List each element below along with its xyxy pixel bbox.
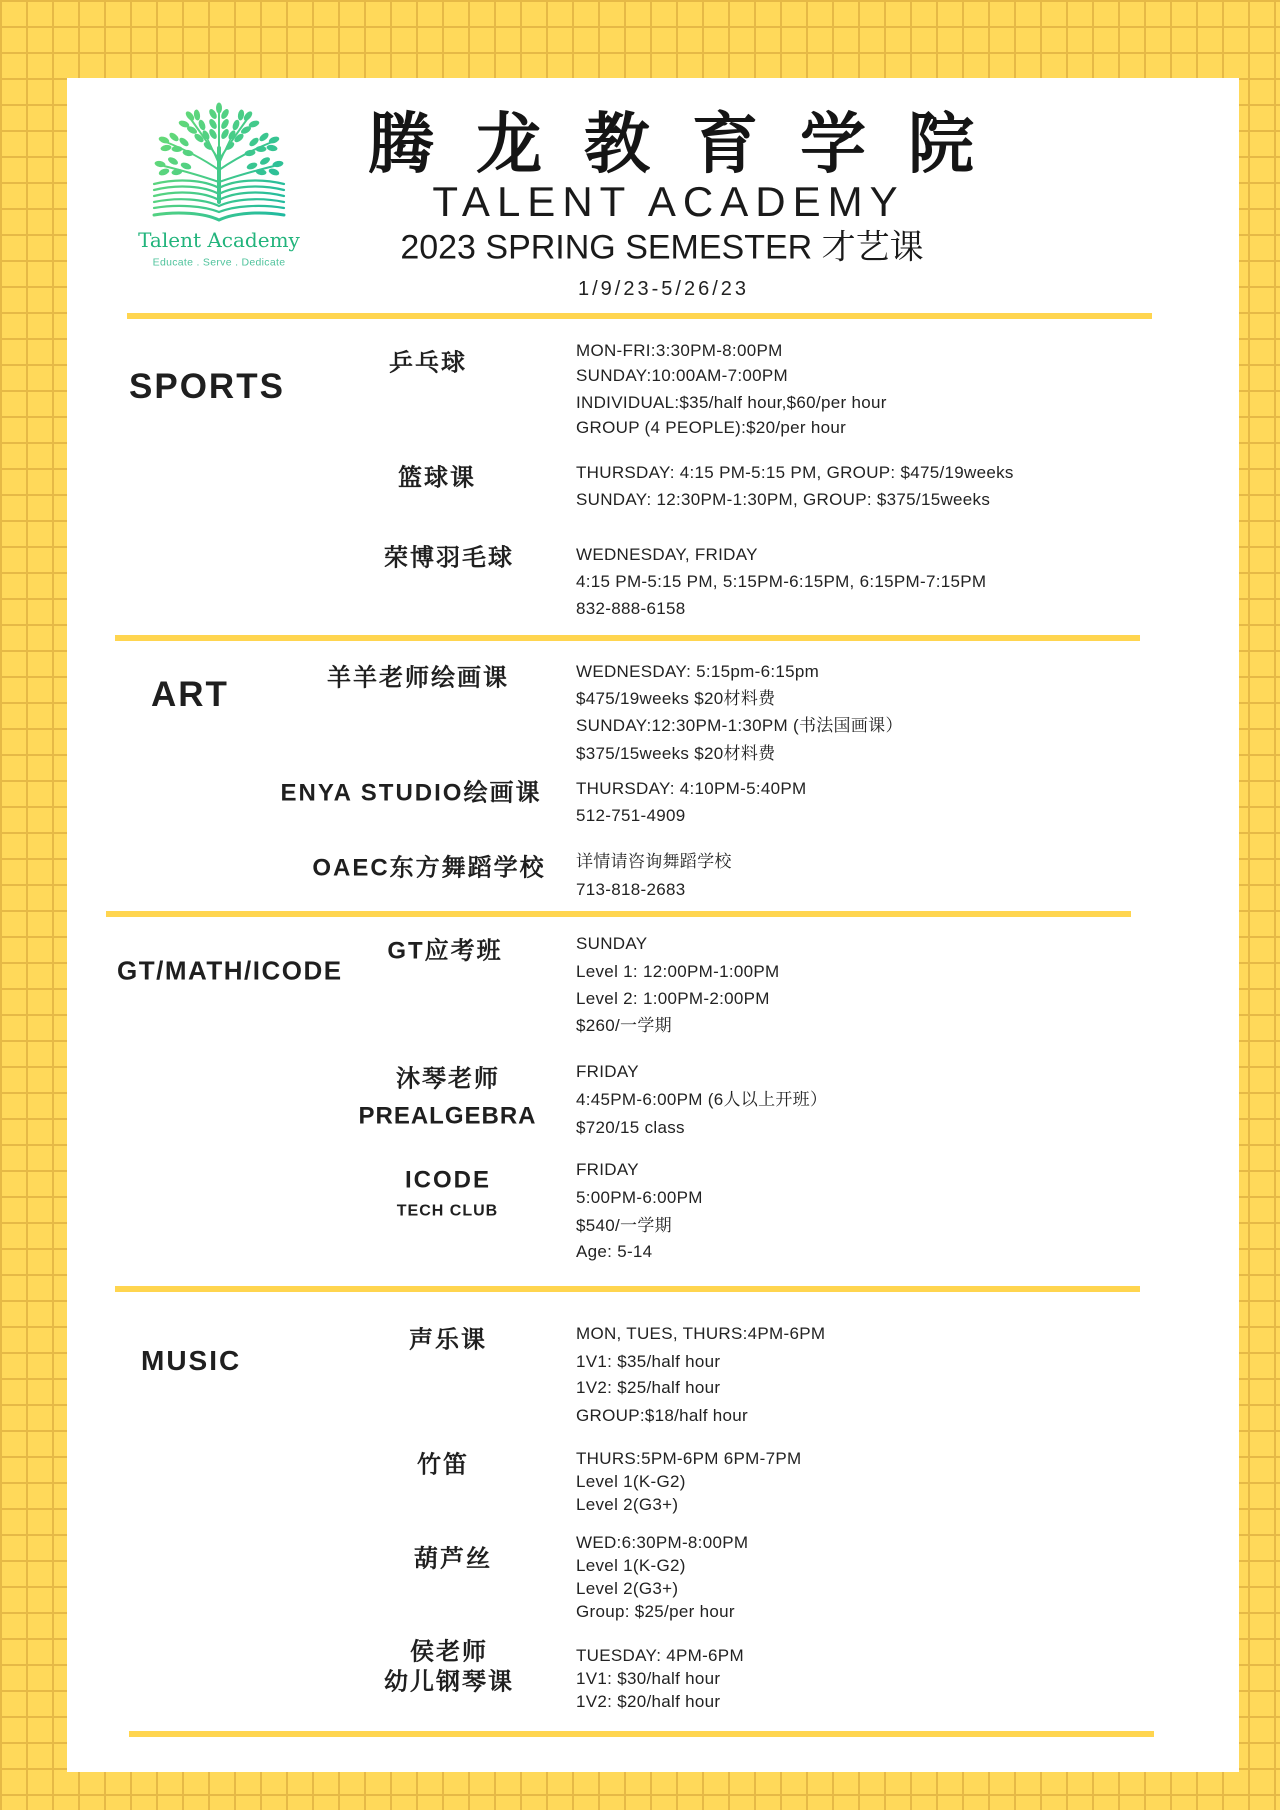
class-name: ENYA STUDIO绘画课 bbox=[280, 779, 542, 807]
divider-music bbox=[129, 1731, 1154, 1737]
section-heading-art: ART bbox=[151, 675, 229, 714]
class-detail: THURSDAY: 4:15 PM-5:15 PM, GROUP: $475/19weeks bbox=[576, 462, 1014, 482]
class-subname: TECH CLUB bbox=[396, 1202, 499, 1220]
class-name: 羊羊老师绘画课 bbox=[327, 664, 509, 692]
class-detail: Age: 5-14 bbox=[576, 1241, 653, 1261]
logo-name: Talent Academy bbox=[138, 228, 300, 252]
class-detail: $475/19weeks $20材料费 bbox=[576, 688, 776, 708]
class-detail: GROUP (4 PEOPLE):$20/per hour bbox=[576, 417, 847, 437]
class-detail: THURS:5PM-6PM 6PM-7PM bbox=[576, 1448, 802, 1468]
class-name: PREALGEBRA bbox=[358, 1102, 537, 1130]
class-detail: Level 2(G3+) bbox=[576, 1494, 679, 1514]
logo-tagline: Educate . Serve . Dedicate bbox=[152, 256, 286, 269]
class-detail: 5:00PM-6:00PM bbox=[576, 1187, 703, 1207]
class-name: 荣博羽毛球 bbox=[384, 544, 514, 572]
divider-header bbox=[127, 313, 1152, 319]
semester-title: 2023 SPRING SEMESTER 才艺课 bbox=[400, 228, 924, 267]
class-detail: $375/15weeks $20材料费 bbox=[576, 743, 776, 763]
class-detail: $260/一学期 bbox=[576, 1015, 672, 1035]
class-name: 幼儿钢琴课 bbox=[384, 1668, 514, 1696]
class-detail: SUNDAY:12:30PM-1:30PM (书法国画课） bbox=[576, 715, 903, 735]
section-heading-music: MUSIC bbox=[141, 1345, 242, 1377]
class-detail: FRIDAY bbox=[576, 1159, 639, 1179]
class-detail: SUNDAY: 12:30PM-1:30PM, GROUP: $375/15weeks bbox=[576, 489, 991, 509]
class-detail: Level 2: 1:00PM-2:00PM bbox=[576, 988, 770, 1008]
class-detail: $540/一学期 bbox=[576, 1215, 672, 1235]
class-detail: 1V2: $25/half hour bbox=[576, 1377, 721, 1397]
class-detail: WEDNESDAY: 5:15pm-6:15pm bbox=[576, 661, 820, 681]
class-detail: 832-888-6158 bbox=[576, 598, 686, 618]
divider-gt-math bbox=[115, 1286, 1140, 1292]
class-detail: 713-818-2683 bbox=[576, 879, 686, 899]
class-detail: SUNDAY bbox=[576, 933, 648, 953]
class-detail: 4:15 PM-5:15 PM, 5:15PM-6:15PM, 6:15PM-7:15PM bbox=[576, 571, 987, 591]
class-name: 沐琴老师 bbox=[396, 1065, 500, 1093]
class-detail: Level 1(K-G2) bbox=[576, 1471, 686, 1491]
class-detail: Level 1(K-G2) bbox=[576, 1555, 686, 1575]
section-heading-sports: SPORTS bbox=[129, 367, 285, 406]
class-detail: WEDNESDAY, FRIDAY bbox=[576, 544, 758, 564]
class-detail: 512-751-4909 bbox=[576, 805, 686, 825]
class-name: OAEC东方舞蹈学校 bbox=[312, 854, 546, 882]
class-detail: INDIVIDUAL:$35/half hour,$60/per hour bbox=[576, 392, 887, 412]
tree-book-icon bbox=[126, 102, 312, 224]
semester-dates: 1/9/23-5/26/23 bbox=[578, 278, 749, 300]
divider-art bbox=[106, 911, 1131, 917]
class-detail: $720/15 class bbox=[576, 1117, 685, 1137]
section-heading-gt-math-icode: GT/MATH/ICODE bbox=[117, 955, 343, 986]
class-detail: TUESDAY: 4PM-6PM bbox=[576, 1645, 744, 1665]
class-detail: 详情请咨询舞蹈学校 bbox=[576, 851, 732, 871]
class-name: GT应考班 bbox=[387, 937, 503, 965]
class-name: 侯老师 bbox=[410, 1638, 488, 1666]
class-name: 声乐课 bbox=[409, 1326, 487, 1354]
class-name: 葫芦丝 bbox=[414, 1545, 492, 1573]
class-detail: 4:45PM-6:00PM (6人以上开班） bbox=[576, 1089, 828, 1109]
class-name: ICODE bbox=[404, 1166, 492, 1194]
class-detail: FRIDAY bbox=[576, 1061, 639, 1081]
class-detail: MON, TUES, THURS:4PM-6PM bbox=[576, 1323, 826, 1343]
class-detail: Level 2(G3+) bbox=[576, 1578, 679, 1598]
class-detail: SUNDAY:10:00AM-7:00PM bbox=[576, 365, 788, 385]
class-detail: GROUP:$18/half hour bbox=[576, 1405, 749, 1425]
class-detail: 1V1: $30/half hour bbox=[576, 1668, 721, 1688]
class-detail: MON-FRI:3:30PM-8:00PM bbox=[576, 340, 783, 360]
class-name: 竹笛 bbox=[417, 1451, 469, 1479]
class-detail: WED:6:30PM-8:00PM bbox=[576, 1532, 749, 1552]
title-english: TALENT ACADEMY bbox=[432, 177, 905, 225]
class-detail: Group: $25/per hour bbox=[576, 1601, 735, 1621]
title-chinese: 腾龙教育学院 bbox=[368, 106, 1016, 181]
class-detail: 1V1: $35/half hour bbox=[576, 1351, 721, 1371]
class-detail: THURSDAY: 4:10PM-5:40PM bbox=[576, 778, 807, 798]
class-detail: Level 1: 12:00PM-1:00PM bbox=[576, 961, 780, 981]
flyer-card bbox=[67, 78, 1239, 1772]
class-name: 篮球课 bbox=[398, 464, 476, 492]
divider-sports bbox=[115, 635, 1140, 641]
class-name: 乒乓球 bbox=[389, 349, 467, 377]
class-detail: 1V2: $20/half hour bbox=[576, 1691, 721, 1711]
